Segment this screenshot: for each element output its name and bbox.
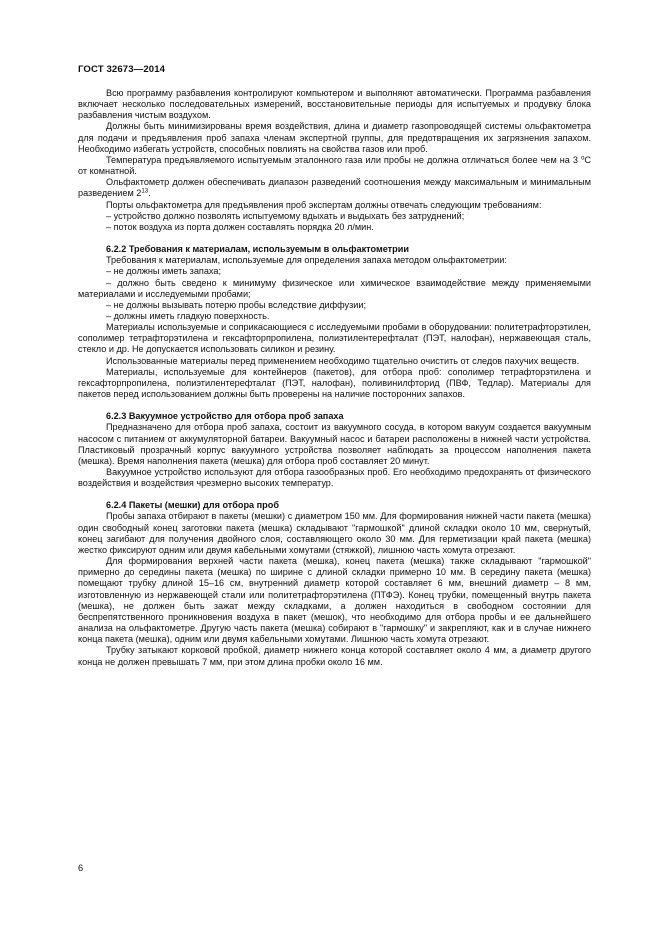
superscript: 13 xyxy=(141,187,149,195)
paragraph: Вакуумное устройство используют для отбора газообразных проб. Его необходимо предохранять от физического воздействия и воздействия чрезмерно высоких температур. xyxy=(78,467,591,489)
paragraph: Материалы, используемые для контейнеров (пакетов), для отбора проб: сополимер тетрафторэтилена и гексафторпропилена, полиэтилентерефталат (ПЭТ, налофан), поливинилфторид (ПВФ, Тедлар). Материалы для пакетов перед использованием должны быть проверены на наличие посторонних запахов. xyxy=(78,366,591,400)
paragraph-text: . xyxy=(148,188,151,199)
list-item: – устройство должно позволять испытуемому вдыхать и выдыхать без затруднений; xyxy=(106,210,465,221)
paragraph: Материалы используемые и соприкасающиеся с исследуемыми пробами в оборудовании: политетрафторэтилен, сополимер тетрафторэтилена и гексафторпропилена, полиэтилентерефталат (ПЭТ, налофан), нержавеющая сталь, стекло и др. Не допускается использовать силикон и резину. xyxy=(78,322,591,355)
paragraph-gap xyxy=(78,400,591,411)
paragraph-gap xyxy=(78,489,591,500)
section-heading: 6.2.3 Вакуумное устройство для отбора проб запаха xyxy=(106,411,344,422)
paragraph: Для формирования верхней части пакета (мешка), конец пакета (мешка) также складывают "гармошкой" примерно до середины пакета (мешка) по ширине с длиной складки примерно 10 мм. В середину пакета (мешка) помещают трубку длиной 15–16 см, внутренний диаметр которой составляет 6 мм, внешний диаметр – 8 мм, изготовленную из нержавеющей стали или политетрафторэтилена (ПТФЭ). Конец трубки, помещенный внутрь пакета (мешка), не должен быть зажат между складками, а должен находиться в свободном состоянии для беспрепятственного проникновения воздуха в пакет (мешок), что необходимо для отбора пробы и ее дальнейшего анализа на ольфактометре. Другую часть пакета (мешка) собирают в "гармошку" и закрепляют, как и в случае нижнего конца пакета (мешка), одним или двумя кабельными хомутами. Лишнюю часть хомута отрезают. xyxy=(78,556,591,645)
paragraph xyxy=(78,177,591,199)
list-item: – должно быть сведено к минимуму физическое или химическое взаимодействие между применяемыми материалами и исследуемыми пробами; xyxy=(78,277,591,299)
paragraph: Использованные материалы перед применением необходимо тщательно очистить от следов пахучих веществ. xyxy=(106,355,580,366)
paragraph: Должны быть минимизированы время воздействия, длина и диаметр газопроводящей системы ольфактометра для подачи и предъявления проб запаха членам экспертной группы, для предотвращения их загрязнения запахом. Необходимо избегать устройств, способных повлиять на свойства газов или проб. xyxy=(78,121,591,154)
document-header: ГОСТ 32673—2014 xyxy=(78,64,166,75)
page-number: 6 xyxy=(78,863,84,873)
list-item: – должны иметь гладкую поверхность. xyxy=(106,310,270,321)
list-item: – не должны иметь запаха; xyxy=(106,266,221,277)
paragraph: Всю программу разбавления контролируют компьютером и выполняют автоматически. Программа разбавления включает несколько последовательных измерений, восстановительные периоды для испытуемых и продувку блока разбавления чистым воздухом. xyxy=(78,88,591,121)
paragraph: Трубку затыкают корковой пробкой, диаметр нижнего конца которой составляет около 4 мм, а диаметр другого конца не должен превышать 7 мм, при этом длина пробки около 16 мм. xyxy=(78,645,591,667)
paragraph-text: Температура предъявляемого испытуемым эталонного газа или пробы не должна отличаться более чем на 3 xyxy=(106,154,581,165)
paragraph-text: С от комнатной. xyxy=(78,154,591,177)
paragraph: Предназначено для отбора проб запаха, состоит из вакуумного сосуда, в котором вакуум создается вакуумным насосом с питанием от аккумуляторной батареи. Вакуумный насос и батареи расположены в нижней части устройства. Пластиковый прозрачный корпус вакуумного устройства позволяет наблюдать за процессом наполнения пакета (мешка). Время наполнения пакета (мешка) для отбора проб составляет 20 минут. xyxy=(78,422,591,466)
list-item: – поток воздуха из порта должен составлять порядка 20 л/мин. xyxy=(106,221,374,232)
paragraph-gap xyxy=(78,233,591,244)
paragraph: Пробы запаха отбирают в пакеты (мешки) с диаметром 150 мм. Для формирования нижней части пакета (мешка) один свободный конец заготовки пакета (мешка) складывают "гармошкой" длиной складки около 10 мм, свернутый, конец загибают для получения двойного слоя, составляющего около 30 мм. Для герметизации край пакета (мешка) жестко фиксируют одним или двумя кабельными хомутами (стяжкой), лишнюю часть хомута отрезают. xyxy=(78,511,591,555)
paragraph: Требования к материалам, используемые для определения запаха методом ольфактометрии: xyxy=(106,255,507,266)
paragraph xyxy=(78,155,591,177)
superscript: о xyxy=(580,154,585,162)
section-heading: 6.2.4 Пакеты (мешки) для отбора проб xyxy=(106,500,279,511)
list-item: – не должны вызывать потерю пробы вследствие диффузии; xyxy=(106,299,367,310)
section-heading: 6.2.2 Требования к материалам, используемым в ольфактометрии xyxy=(106,244,409,255)
paragraph: Порты ольфактометра для предъявления проб экспертам должны отвечать следующим требованиям: xyxy=(106,199,542,210)
document-body xyxy=(78,88,591,668)
paragraph-text: Ольфактометр должен обеспечивать диапазон разведений соотношения между максимальным и минимальным разведением 2 xyxy=(78,177,591,199)
